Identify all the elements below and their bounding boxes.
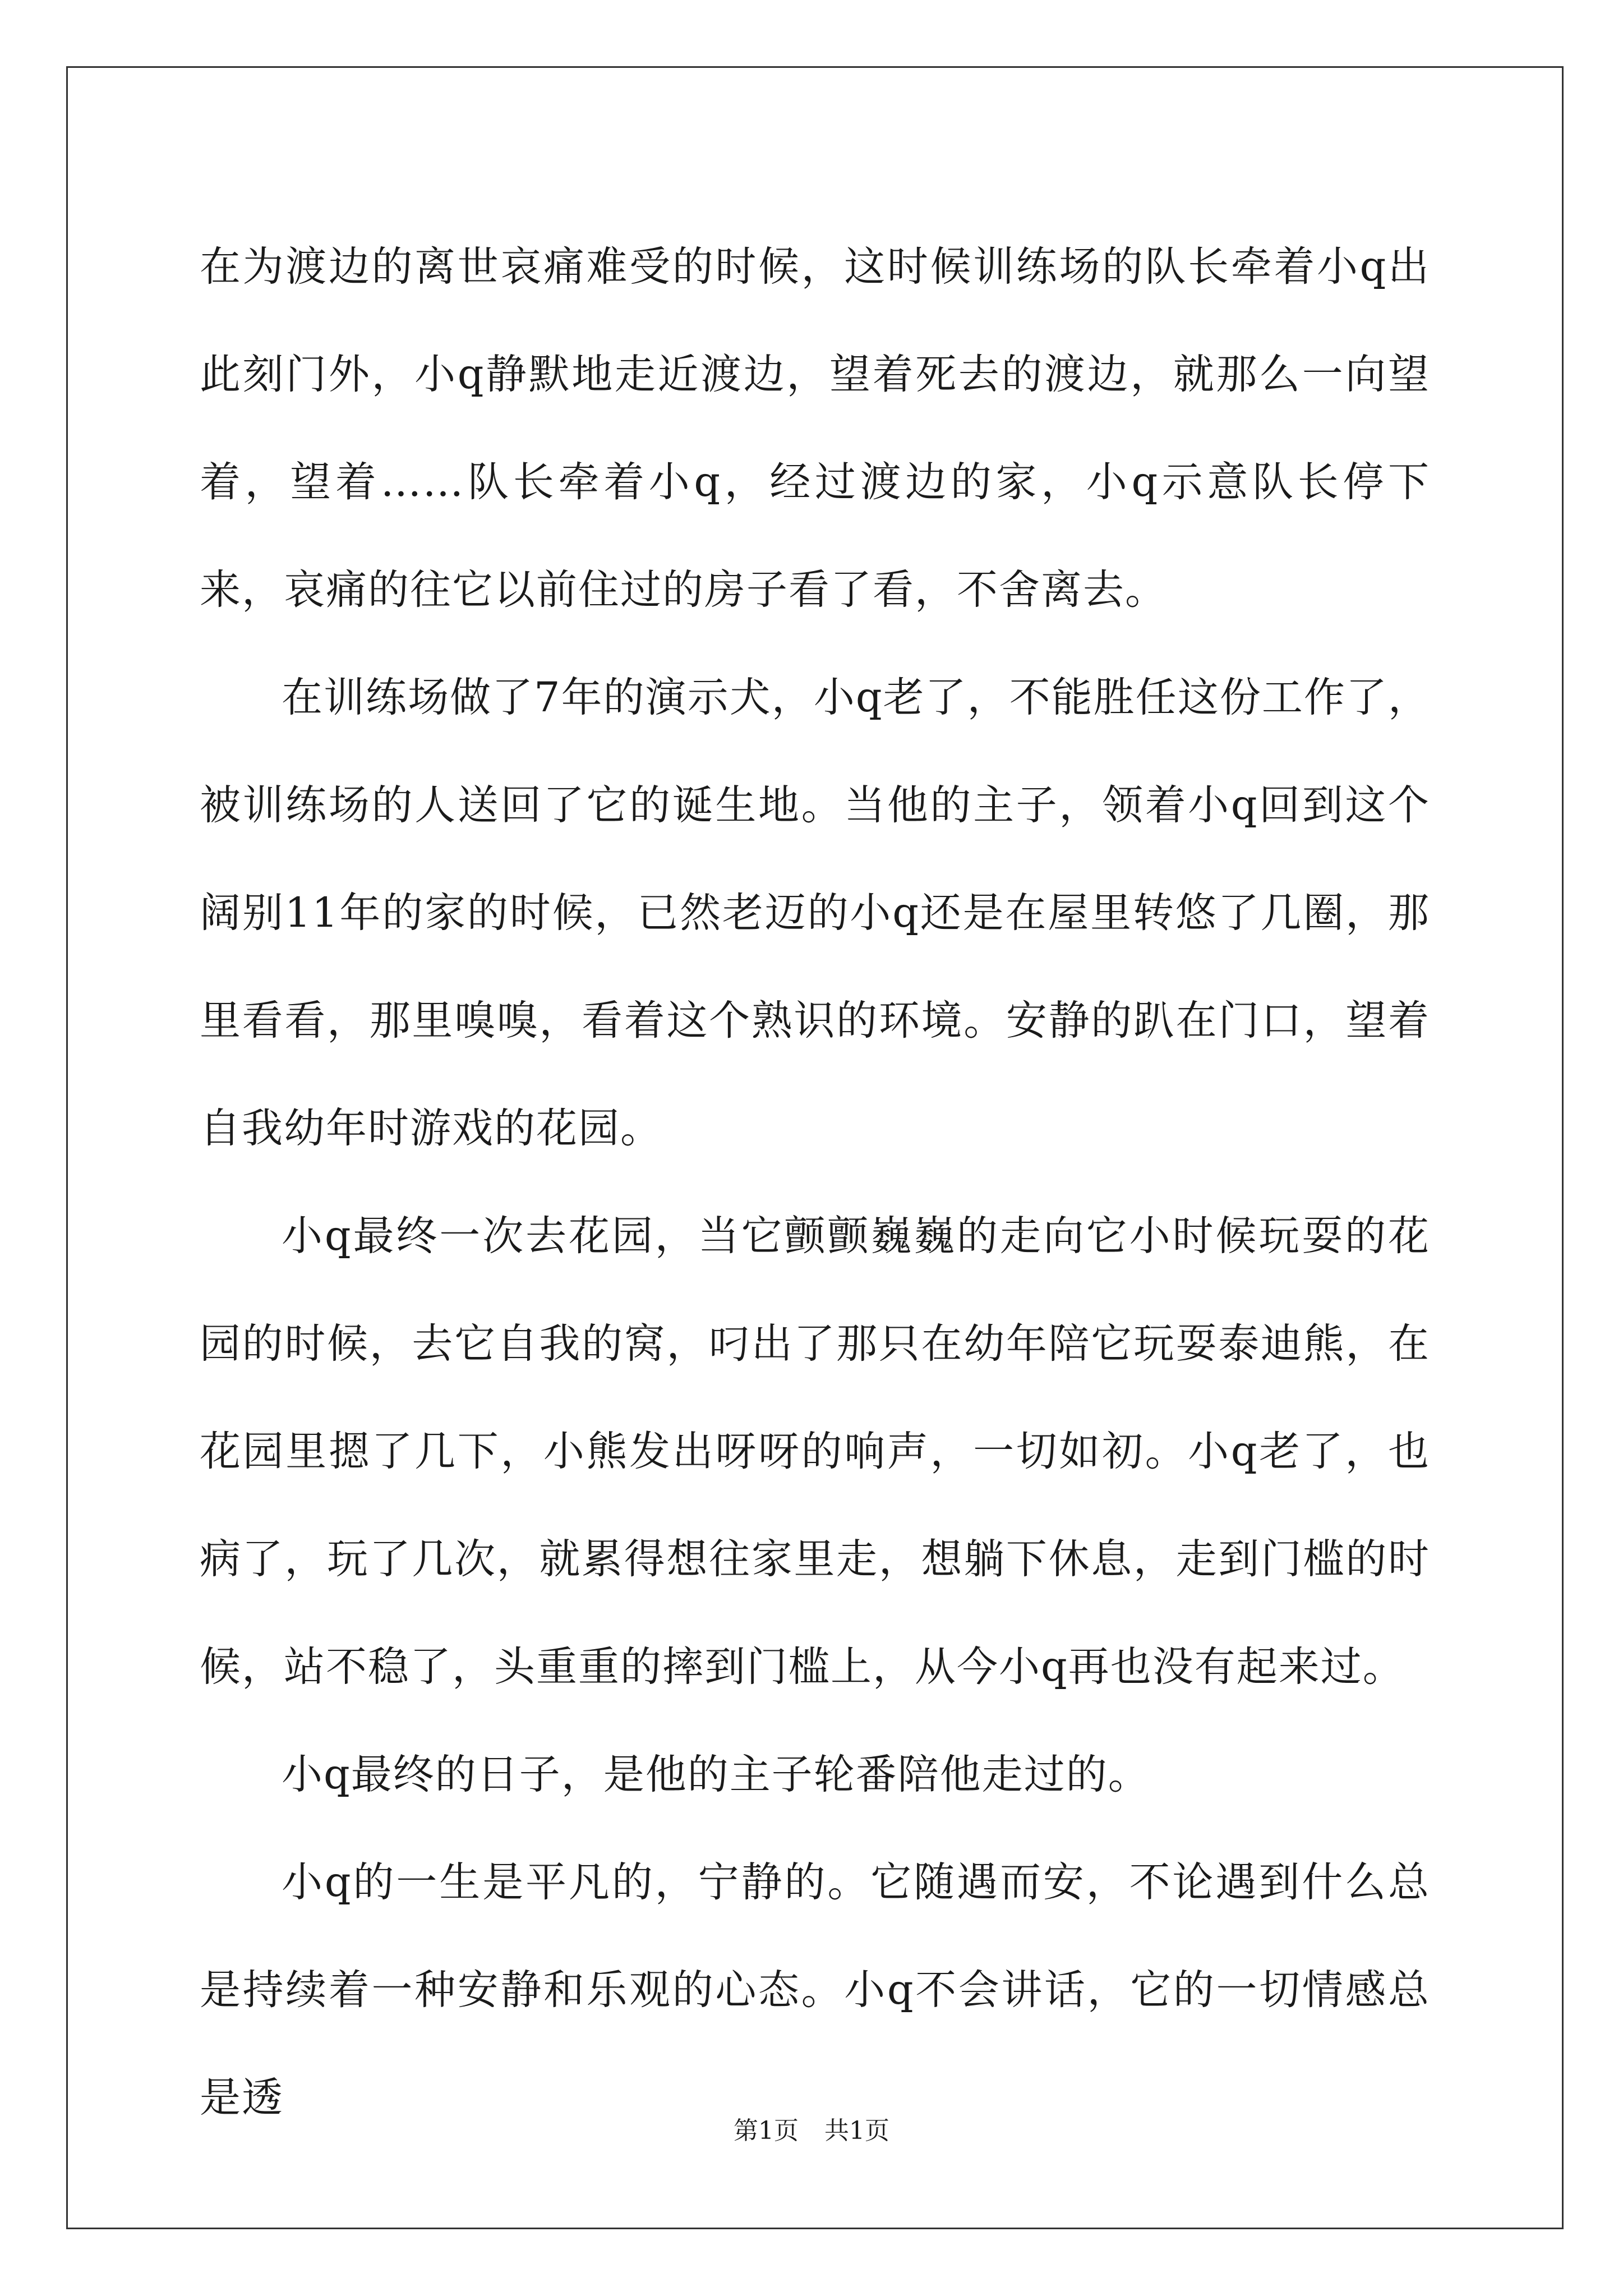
page-number: 第1页: [734, 2116, 799, 2145]
page-total: 共1页: [824, 2116, 889, 2145]
paragraph-1: 在为渡边的离世哀痛难受的时候，这时候训练场的队长牵着小q出此刻门外，小q静默地走近渡边，望着死去的渡边，就那么一向望着，望着……队长牵着小q，经过渡边的家，小q示意队长停下来，哀痛的往它以前住过的房子看了看，不舍离去。: [200, 243, 1430, 614]
document-body: [200, 213, 1430, 2152]
paragraph-5: 小q的一生是平凡的，宁静的。它随遇而安，不论遇到什么总是持续着一种安静和乐观的心态。小q不会讲话，它的一切情感总是透: [200, 1858, 1430, 2122]
page-footer: [0, 2110, 1623, 2146]
paragraph-2: 在训练场做了7年的演示犬，小q老了，不能胜任这份工作了，被训练场的人送回了它的诞生地。当他的主子，领着小q回到这个阔别11年的家的时候，已然老迈的小q还是在屋里转悠了几圈，那里看看，那里嗅嗅，看着这个熟识的环境。安静的趴在门口，望着自我幼年时游戏的花园。: [200, 674, 1430, 1152]
paragraph-3: 小q最终一次去花园，当它颤颤巍巍的走向它小时候玩耍的花园的时候，去它自我的窝，叼出了那只在幼年陪它玩耍泰迪熊，在花园里摁了几下，小熊发出呀呀的响声，一切如初。小q老了，也病了，玩了几次，就累得想往家里走，想躺下休息，走到门槛的时候，站不稳了，头重重的摔到门槛上，从今小q再也没有起来过。: [200, 1212, 1430, 1691]
paragraph-4: 小q最终的日子，是他的主子轮番陪他走过的。: [282, 1751, 1150, 1798]
